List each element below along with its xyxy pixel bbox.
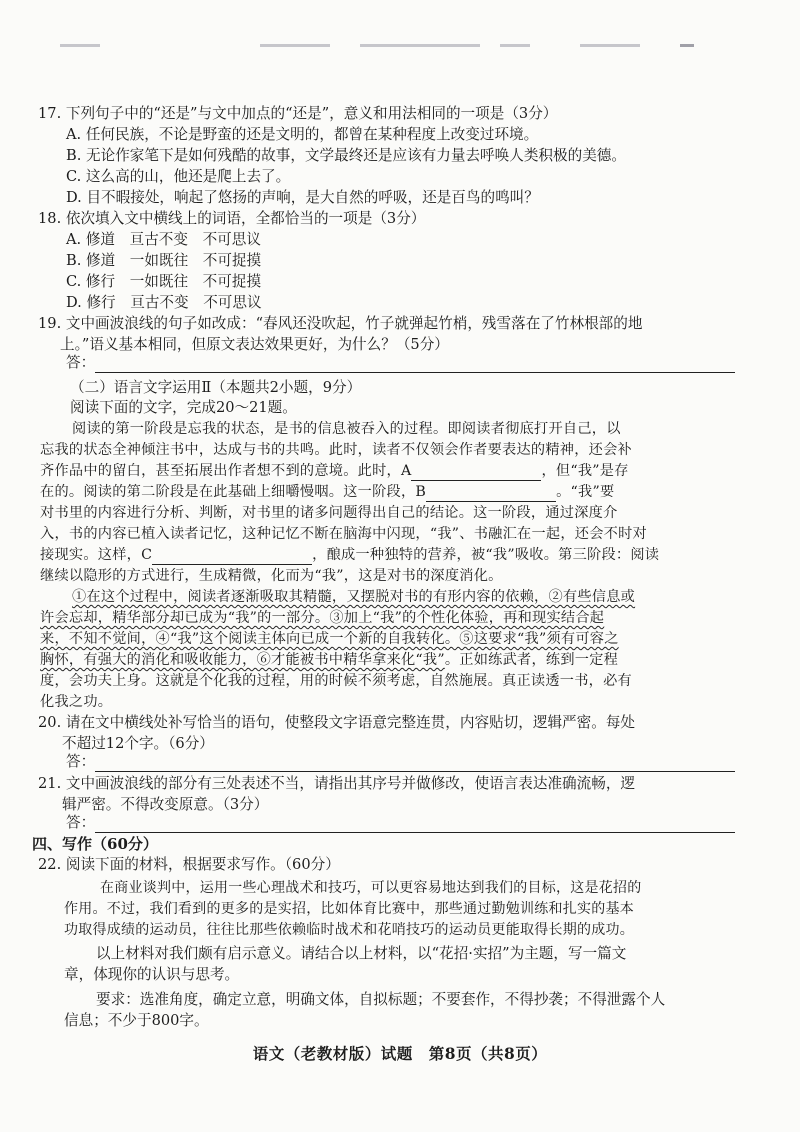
passage-line: 度，会功夫上身。这就是个化我的过程，用的时候不须考虑，自然施展。真正读透一书，必有 [40, 673, 632, 689]
passage-wavy-line: 胸怀，有强大的消化和吸收能力，⑥才能被书中精华拿来化“我”。正如练武者，练到一定程 [40, 652, 619, 668]
requirements-line: 要求：选准角度，确定立意，明确文体，自拟标题；不要套作，不得抄袭；不得泄露个人 [96, 991, 666, 1008]
q18-option-c: C. 修行 一如既往 不可捉摸 [66, 273, 262, 290]
section-intro: 阅读下面的文字，完成20～21题。 [70, 399, 297, 416]
passage-line-blank-a: 齐作品中的留白，甚至拓展出作者想不到的意境。此时，A ，但“我”是存 [40, 463, 629, 479]
question-21-stem-cont: 辑严密。不得改变原意。（3分） [62, 796, 269, 813]
question-21-stem: 21. 文中画波浪线的部分有三处表述不当，请指出其序号并做修改，使语言表达准确流畅，逻 [38, 775, 636, 792]
passage-wavy-line: ①在这个过程中，阅读者逐渐吸取其精髓，又摆脱对书的有形内容的依赖，②有些信息或 [72, 589, 636, 605]
q20-answer-line[interactable] [66, 752, 735, 772]
q17-option-c: C. 这么高的山，他还是爬上去了。 [66, 168, 291, 185]
passage-wavy-line: 来，不知不觉间，④“我”这个阅读主体向已成一个新的自我转化。⑤这要求“我”须有可容之 [40, 631, 619, 647]
question-19-stem-cont: 上。”语义基本相同，但原文表达效果更好，为什么？（5分） [60, 336, 449, 353]
question-20-stem: 20. 请在文中横线处补写恰当的语句，使整段文字语意完整连贯，内容贴切，逻辑严密。每处 [38, 714, 636, 731]
material-line: 功取得成绩的运动员，往往比那些依赖临时战术和花哨技巧的运动员更能取得长期的成功。 [64, 922, 634, 938]
q17-option-a: A. 任何民族，不论是野蛮的还是文明的，都曾在某种程度上改变过环境。 [66, 126, 539, 143]
passage-line: 对书里的内容进行分析、判断，对书里的诸多问题得出自己的结论。这一阶段，通过深度介 [40, 505, 618, 521]
prompt-line: 以上材料对我们颇有启示意义。请结合以上材料，以“花招·实招”为主题，写一篇文 [96, 945, 627, 962]
q18-option-b: B. 修道 一如既往 不可捉摸 [66, 252, 262, 269]
blank-b[interactable] [426, 487, 556, 502]
q17-option-b: B. 无论作家笔下是如何残酷的故事，文学最终还是应该有力量去呼唤人类积极的美德。 [66, 147, 626, 164]
section-heading-language: （二）语言文字运用Ⅱ（本题共2小题，9分） [70, 379, 362, 396]
section-heading-writing: 四、写作（60分） [32, 835, 158, 853]
answer-label: 答： [66, 354, 96, 371]
passage-line: 入，书的内容已植入读者记忆，这种记忆不断在脑海中闪现，“我”、书融汇在一起，还会不时对 [40, 526, 647, 542]
passage-wavy-line: 许会忘却，精华部分却已成为“我”的一部分。③加上“我”的个性化体验，再和现实结合起 [40, 610, 605, 626]
prompt-line: 章，体现你的认识与思考。 [64, 966, 240, 983]
question-22-stem: 22. 阅读下面的材料，根据要求写作。（60分） [38, 856, 340, 873]
passage-line: 阅读的第一阶段是忘我的状态，是书的信息被吞入的过程。即阅读者彻底打开自己，以 [72, 421, 621, 437]
q19-answer-line[interactable] [66, 353, 735, 373]
passage-line: 化我之功。 [40, 694, 113, 710]
passage-line-blank-c: 接现实。这样，C ，酿成一种独特的营养，被“我”吸收。第三阶段：阅读 [40, 547, 660, 563]
question-19-stem: 19. 文中画波浪线的句子如改成：“春风还没吹起，竹子就弹起竹梢，残雪落在了竹林根部的地 [38, 315, 643, 332]
question-20-stem-cont: 不超过12个字。（6分） [62, 735, 214, 752]
answer-label: 答： [66, 753, 96, 770]
q17-option-d: D. 目不暇接处，响起了悠扬的声响，是大自然的呼吸，还是百鸟的鸣叫？ [66, 189, 539, 206]
material-line: 作用。不过，我们看到的更多的是实招，比如体育比赛中，那些通过勤勉训练和扎实的基本 [64, 901, 634, 917]
answer-label: 答： [66, 814, 96, 831]
scan-artifact [60, 44, 740, 52]
material-line: 在商业谈判中，运用一些心理战术和技巧，可以更容易地达到我们的目标，这是花招的 [100, 880, 642, 896]
q18-option-d: D. 修行 亘古不变 不可思议 [66, 294, 262, 311]
question-18-stem: 18. 依次填入文中横线上的词语，全都恰当的一项是（3分） [38, 210, 426, 227]
q21-answer-line[interactable] [66, 813, 735, 833]
passage-line-blank-b: 在的。阅读的第二阶段是在此基础上细嚼慢咽。这一阶段，B 。“我”要 [40, 484, 615, 500]
question-17-stem: 17. 下列句子中的“还是”与文中加点的“还是”，意义和用法相同的一项是（3分） [38, 105, 558, 122]
blank-a[interactable] [411, 466, 541, 481]
q18-option-a: A. 修道 亘古不变 不可思议 [66, 231, 261, 248]
page-footer: 语文（老教材版）试题 第8页（共8页） [252, 1044, 548, 1063]
passage-line: 忘我的状态全神倾注书中，达成与书的共鸣。此时，读者不仅领会作者要表达的精神，还会补 [40, 442, 632, 458]
blank-c[interactable] [152, 550, 312, 565]
requirements-line: 信息；不少于800字。 [64, 1012, 209, 1029]
passage-line: 继续以隐形的方式进行，生成精微，化而为“我”，这是对书的深度消化。 [40, 568, 503, 584]
